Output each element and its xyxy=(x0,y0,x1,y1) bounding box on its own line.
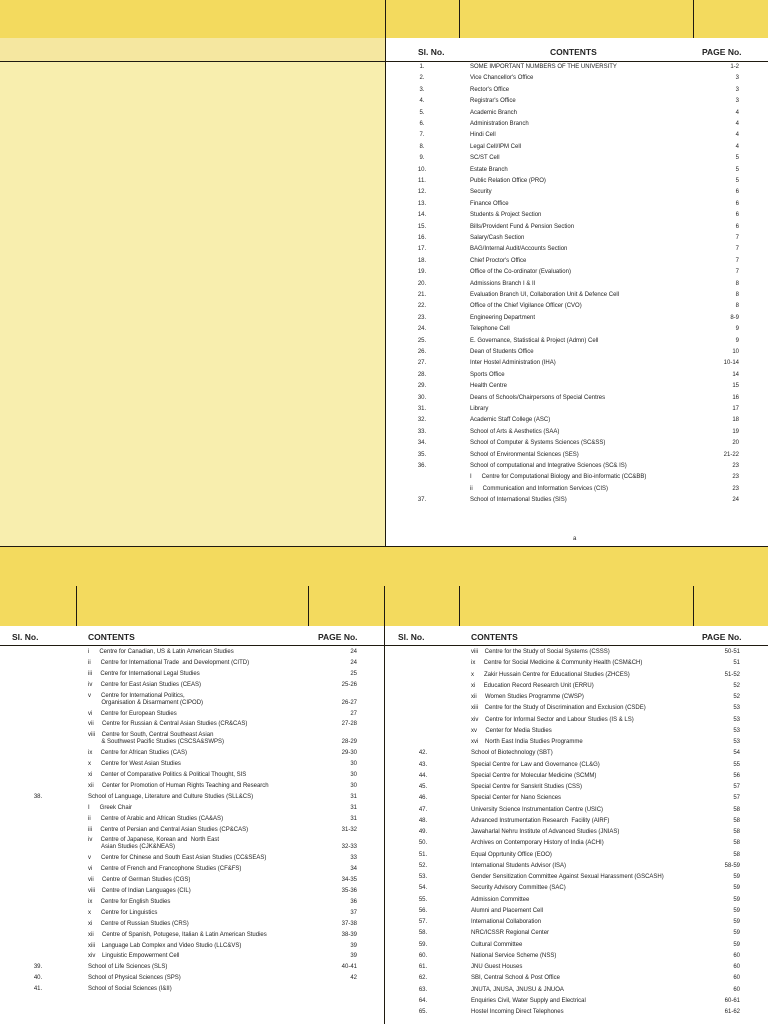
row-number: 26. xyxy=(417,349,427,355)
row-contents: xvi North East India Studies Programme xyxy=(471,739,583,745)
row-page: 32-33 xyxy=(341,844,357,851)
row-number: 10. xyxy=(417,166,427,173)
page-marker: a xyxy=(573,536,577,542)
row-contents: BAG/Internal Audit/Accounts Section xyxy=(470,246,568,253)
row-number: 19. xyxy=(417,269,427,276)
row-page: 8-9 xyxy=(730,314,739,321)
row-contents: Salary/Cash Section xyxy=(470,235,525,241)
row-number: 34. xyxy=(417,440,427,447)
row-page: 54 xyxy=(733,750,740,757)
row-page: 59 xyxy=(733,885,740,892)
row-contents: E. Governance, Statistical & Project (Admn) Cell xyxy=(470,337,599,344)
row-contents: I Centre for Computational Biology and Bio-informatic (CC&BB) xyxy=(470,474,647,481)
row-page: 1-2 xyxy=(730,64,739,70)
row-page: 27 xyxy=(350,710,357,717)
row-number: 6. xyxy=(419,121,425,127)
left-contents-header: CONTENTS xyxy=(88,632,135,642)
row-number: 45. xyxy=(418,784,428,790)
row-page: 61-62 xyxy=(724,1009,740,1015)
row-number: 39. xyxy=(33,964,43,971)
rule xyxy=(459,586,460,626)
row-number: 62. xyxy=(418,975,428,982)
row-contents: xv Center for Media Studies xyxy=(471,727,552,734)
row-page: 38-39 xyxy=(341,931,357,938)
row-contents: Sports Office xyxy=(470,371,505,378)
left-page-no-header: PAGE No. xyxy=(318,632,358,642)
row-contents: SBI, Central School & Post Office xyxy=(471,975,560,982)
row-page: 4 xyxy=(735,121,739,127)
row-page: 15 xyxy=(732,383,739,390)
row-contents: Equal Opprtunity Office (EOO) xyxy=(471,851,552,858)
row-contents: Dean of Students Office xyxy=(470,349,534,355)
row-contents: Registrar's Office xyxy=(470,98,516,105)
row-page: 58 xyxy=(733,829,740,835)
row-number: 16. xyxy=(417,235,427,241)
row-number: 37. xyxy=(417,497,427,504)
row-page: 24 xyxy=(350,649,357,655)
row-contents: Public Relation Office (PRO) xyxy=(470,178,546,184)
row-page: 31 xyxy=(350,804,357,811)
row-page: 9 xyxy=(735,326,739,333)
row-contents: I Greek Chair xyxy=(88,804,133,811)
row-page: 7 xyxy=(735,235,739,241)
row-contents: Hostel Incoming Direct Telephones xyxy=(471,1009,564,1015)
rule xyxy=(384,626,385,1024)
row-number: 59. xyxy=(418,941,428,948)
top-band xyxy=(0,0,768,38)
row-page: 3 xyxy=(735,86,739,93)
row-page: 27-28 xyxy=(341,721,357,728)
row-number: 12. xyxy=(417,189,427,196)
row-page: 26-27 xyxy=(341,699,357,706)
row-contents: School of International Studies (SIS) xyxy=(470,497,567,504)
row-page: 23 xyxy=(732,485,739,492)
rule xyxy=(693,586,694,626)
rule xyxy=(385,38,386,546)
row-page: 59 xyxy=(733,941,740,948)
row-number: 20. xyxy=(417,280,427,287)
row-page: 5 xyxy=(735,178,739,184)
row-number: 32. xyxy=(417,417,427,424)
row-contents: Admission Committee xyxy=(471,896,530,903)
row-page: 58 xyxy=(733,851,740,858)
row-number: 5. xyxy=(419,109,425,116)
right-page-no-header: PAGE No. xyxy=(702,632,742,642)
row-contents: School of Environmental Sciences (SES) xyxy=(470,451,579,458)
row-contents: ix Centre for English Studies xyxy=(88,898,171,905)
rule xyxy=(76,586,77,626)
row-number: 56. xyxy=(418,907,428,914)
row-page: 10 xyxy=(732,349,739,355)
row-contents: Library xyxy=(470,406,489,412)
row-number: 8. xyxy=(419,143,425,150)
row-contents: Office of the Chief Vigilance Officer (CVO) xyxy=(470,303,582,310)
row-page: 21-22 xyxy=(723,451,739,458)
row-number: 55. xyxy=(418,896,428,903)
row-number: 29. xyxy=(417,383,427,390)
row-contents: Special Centre for Law and Governance (CL&G) xyxy=(471,761,600,768)
row-page: 7 xyxy=(735,269,739,276)
row-contents: International Students Advisor (ISA) xyxy=(471,862,567,869)
row-contents: Health Centre xyxy=(470,383,508,390)
row-page: 28-29 xyxy=(341,739,357,746)
row-page: 8 xyxy=(735,303,739,310)
row-contents: JNU Guest Houses xyxy=(471,964,523,970)
row-page: 36 xyxy=(350,898,357,905)
row-number: 24. xyxy=(417,326,427,333)
row-page: 10-14 xyxy=(723,360,739,367)
rule xyxy=(0,61,768,62)
row-contents: xi Centre of Russian Studies (CRS) xyxy=(88,920,189,927)
row-contents: x Centre for Linguistics xyxy=(88,909,158,916)
row-page: 31 xyxy=(350,815,357,822)
top-page-no-header: PAGE No. xyxy=(702,47,742,57)
row-number: 48. xyxy=(418,817,428,824)
row-page: 55 xyxy=(733,761,740,768)
middle-band xyxy=(0,546,768,586)
row-contents: University Science Instrumentation Centre (USIC) xyxy=(471,806,604,813)
row-number: 65. xyxy=(418,1009,428,1015)
row-page: 16 xyxy=(732,394,739,401)
row-contents: SOME IMPORTANT NUMBERS OF THE UNIVERSITY xyxy=(470,64,617,70)
row-contents: Deans of Schools/Chairpersons of Special Centres xyxy=(470,394,606,401)
row-page: 30 xyxy=(350,761,357,768)
row-number: 35. xyxy=(417,451,427,458)
row-page: 35-36 xyxy=(341,888,357,894)
row-page: 59 xyxy=(733,874,740,880)
row-number: 64. xyxy=(418,997,428,1004)
row-page: 53 xyxy=(733,705,740,712)
row-page: 60 xyxy=(733,986,740,993)
row-page: 51 xyxy=(733,660,740,667)
row-contents: xiv Centre for Informal Sector and Labour Studies (IS & LS) xyxy=(471,716,634,723)
row-number: 27. xyxy=(417,360,427,367)
row-number: 42. xyxy=(418,750,428,757)
row-contents: Inter Hostel Administration (IHA) xyxy=(470,360,556,367)
row-number: 21. xyxy=(417,292,427,298)
row-number: 38. xyxy=(33,793,43,800)
row-number: 54. xyxy=(418,885,428,892)
row-contents: i Centre for Canadian, US & Latin American Studies xyxy=(88,649,234,655)
row-number: 22. xyxy=(417,303,427,310)
row-page: 31 xyxy=(350,793,357,800)
row-contents: xii Center for Promotion of Human Rights Teaching and Research xyxy=(88,782,269,789)
row-contents: Academic Branch xyxy=(470,109,518,116)
row-page: 6 xyxy=(735,189,739,196)
row-number: 63. xyxy=(418,986,428,993)
row-contents: iii Centre for International Legal Studies xyxy=(88,670,200,677)
row-page: 24 xyxy=(350,659,357,666)
row-number: 9. xyxy=(419,155,425,162)
row-contents: Admissions Branch I & II xyxy=(470,280,536,287)
top-left-blank-panel xyxy=(0,62,385,546)
row-contents: Alumni and Placement Cell xyxy=(471,907,544,914)
row-page: 4 xyxy=(735,109,739,116)
row-number: 40. xyxy=(33,975,43,982)
row-page: 60 xyxy=(733,964,740,970)
row-number: 3. xyxy=(419,86,425,93)
row-contents: School of Life Sciences (SLS) xyxy=(88,964,168,971)
row-contents: Special Centre for Molecular Medicine (SCMM) xyxy=(471,772,597,779)
row-page: 17 xyxy=(732,406,739,412)
row-contents: xi Education Record Research Unit (ERRU) xyxy=(471,682,594,689)
row-number: 4. xyxy=(419,98,425,105)
right-sl-no-header: Sl. No. xyxy=(398,632,425,642)
row-contents: vi Centre of French and Francophone Studies (CF&FS) xyxy=(88,866,242,873)
top-band-divider xyxy=(693,0,694,38)
row-contents: Engineering Department xyxy=(470,314,536,321)
left-sl-no-header: Sl. No. xyxy=(12,632,39,642)
row-page: 29-30 xyxy=(341,750,357,757)
row-contents: ix Centre for Social Medicine & Community Health (CSM&CH) xyxy=(471,660,643,667)
top-contents-header: CONTENTS xyxy=(550,47,597,57)
row-number: 52. xyxy=(418,862,428,869)
row-page: 7 xyxy=(735,257,739,264)
row-page: 6 xyxy=(735,223,739,230)
row-contents: iv Centre for East Asian Studies (CEAS) xyxy=(88,681,202,688)
row-page: 58 xyxy=(733,806,740,813)
row-contents: SC/ST Cell xyxy=(470,155,500,162)
row-page: 53 xyxy=(733,739,740,745)
row-page: 40-41 xyxy=(341,964,357,971)
row-number: 11. xyxy=(418,178,426,184)
row-contents: School of computational and Integrative Sciences (SC& IS) xyxy=(470,463,627,469)
row-contents: Finance Office xyxy=(470,200,509,207)
row-contents: Security Advisory Committee (SAC) xyxy=(471,885,566,892)
row-contents: Administration Branch xyxy=(470,121,529,127)
row-contents: Bills/Provident Fund & Pension Section xyxy=(470,223,575,230)
row-contents: vi Centre for European Studies xyxy=(88,710,177,717)
row-number: 61. xyxy=(418,964,428,970)
row-contents: v Centre for Chinese and South East Asian Studies (CC&SEAS) xyxy=(88,855,267,862)
row-page: 30 xyxy=(350,782,357,789)
row-contents: Vice Chancellor's Office xyxy=(470,75,534,82)
row-contents: Advanced Instrumentation Research Facility (AIRF) xyxy=(471,817,610,824)
row-contents: vii Centre of German Studies (CGS) xyxy=(88,877,191,884)
row-page: 23 xyxy=(732,463,739,469)
row-contents: viii Centre of Indian Languages (CIL) xyxy=(88,888,191,894)
row-page: 3 xyxy=(735,75,739,82)
row-page: 4 xyxy=(735,143,739,150)
row-page: 19 xyxy=(732,428,739,435)
row-page: 60 xyxy=(733,952,740,959)
row-contents: ii Centre of Arabic and African Studies (CA&AS) xyxy=(88,815,224,822)
row-page: 50-51 xyxy=(724,649,740,655)
row-contents: School of Computer & Systems Sciences (SC&SS) xyxy=(470,440,606,447)
row-number: 60. xyxy=(418,952,428,959)
row-page: 59 xyxy=(733,919,740,925)
row-number: 18. xyxy=(417,257,427,264)
rule xyxy=(0,645,768,646)
row-page: 60 xyxy=(733,975,740,982)
row-contents: Security xyxy=(470,189,492,196)
row-contents: Cultural Committee xyxy=(471,941,523,948)
row-contents: School of Biotechnology (SBT) xyxy=(471,750,553,757)
row-number: 57. xyxy=(418,919,428,925)
row-number: 58. xyxy=(418,930,428,937)
row-page: 5 xyxy=(735,166,739,173)
row-page: 18 xyxy=(732,417,739,424)
row-page: 59 xyxy=(733,896,740,903)
row-number: 14. xyxy=(417,212,427,219)
row-page: 34-35 xyxy=(341,877,357,884)
row-contents: Special Centre for Sanskrit Studies (CSS) xyxy=(471,784,583,790)
row-page: 4 xyxy=(735,132,739,139)
row-contents: xiv Linguistic Empowerment Cell xyxy=(88,953,180,960)
row-page: 30 xyxy=(350,772,357,778)
row-page: 37-38 xyxy=(341,920,357,927)
rule xyxy=(0,546,768,547)
row-page: 52 xyxy=(733,694,740,700)
row-contents: xiii Language Lab Complex and Video Studio (LLC&VS) xyxy=(88,942,242,949)
row-page: 33 xyxy=(350,855,357,862)
row-number: 49. xyxy=(418,829,428,835)
row-contents: v Centre for International Politics, Organisation & Disarmament (CIPOD) xyxy=(88,692,204,706)
row-contents: Students & Project Section xyxy=(470,212,542,219)
row-number: 2. xyxy=(419,75,425,82)
row-contents: Telephone Cell xyxy=(470,326,510,333)
row-contents: Academic Staff College (ASC) xyxy=(470,417,551,424)
row-page: 8 xyxy=(735,292,739,298)
row-page: 6 xyxy=(735,212,739,219)
row-contents: x Centre for West Asian Studies xyxy=(88,761,181,768)
row-contents: Special Center for Nano Sciences xyxy=(471,795,562,802)
rule xyxy=(384,586,385,626)
row-number: 30. xyxy=(417,394,427,401)
row-number: 25. xyxy=(417,337,427,344)
row-contents: JNUTA, JNUSA, JNUSU & JNUOA xyxy=(471,986,564,993)
row-page: 42 xyxy=(350,975,357,982)
row-contents: Archives on Contemporary History of India (ACHI) xyxy=(471,840,604,847)
row-contents: International Collaboration xyxy=(471,919,542,925)
row-contents: School of Physical Sciences (SPS) xyxy=(88,975,181,982)
row-number: 53. xyxy=(418,874,428,880)
row-page: 60-61 xyxy=(724,997,740,1004)
row-contents: ii Communication and Information Services (CIS) xyxy=(470,485,609,492)
row-page: 39 xyxy=(350,953,357,960)
row-page: 34 xyxy=(350,866,357,873)
row-contents: National Service Scheme (NSS) xyxy=(471,952,557,959)
row-page: 57 xyxy=(733,795,740,802)
row-contents: Hindi Cell xyxy=(470,132,496,139)
row-contents: Gender Sensitization Committee Against Sexual Harassment (GSCASH) xyxy=(471,874,664,880)
row-number: 13. xyxy=(417,200,427,207)
row-number: 15. xyxy=(417,223,427,230)
row-contents: iii Centre of Persian and Central Asian Studies (CP&CAS) xyxy=(88,826,249,833)
row-page: 9 xyxy=(735,337,739,344)
row-contents: xi Center of Comparative Politics & Political Thought, SIS xyxy=(88,772,247,778)
row-contents: xii Women Studies Programme (CWSP) xyxy=(471,694,584,700)
row-contents: Legal Cell/IPM Cell xyxy=(470,143,522,150)
row-contents: School of Language, Literature and Culture Studies (SLL&CS) xyxy=(88,793,254,800)
row-number: 1. xyxy=(419,64,425,70)
row-page: 5 xyxy=(735,155,739,162)
row-page: 59 xyxy=(733,930,740,937)
row-number: 7. xyxy=(419,132,425,139)
row-page: 59 xyxy=(733,907,740,914)
row-number: 47. xyxy=(418,806,428,813)
row-number: 41. xyxy=(33,986,43,993)
row-number: 23. xyxy=(417,314,427,321)
row-contents: ii Centre for International Trade and Development (CITD) xyxy=(88,659,250,666)
row-contents: iv Centre of Japanese, Korean and North East Asian Studies (CJK&NEAS) xyxy=(88,837,220,851)
row-number: 17. xyxy=(417,246,427,253)
row-contents: vii Centre for Russian & Central Asian Studies (CR&CAS) xyxy=(88,721,248,728)
rule xyxy=(308,586,309,626)
row-page: 37 xyxy=(350,909,357,916)
row-page: 57 xyxy=(733,784,740,790)
top-band-divider xyxy=(385,0,386,38)
row-page: 24 xyxy=(732,497,739,504)
row-page: 23 xyxy=(732,474,739,481)
row-page: 25-26 xyxy=(341,681,357,688)
top-sl-no-header: Sl. No. xyxy=(418,47,445,57)
row-contents: NRC/ICSSR Regional Center xyxy=(471,930,550,937)
row-page: 56 xyxy=(733,772,740,779)
row-number: 51. xyxy=(418,851,428,858)
row-contents: School of Social Sciences (I&II) xyxy=(88,986,172,993)
row-page: 3 xyxy=(735,98,739,105)
row-page: 52 xyxy=(733,682,740,689)
row-contents: viii Centre for the Study of Social Systems (CSSS) xyxy=(471,649,610,655)
right-contents-header: CONTENTS xyxy=(471,632,518,642)
row-page: 58 xyxy=(733,817,740,824)
row-number: 46. xyxy=(418,795,428,802)
row-contents: School of Arts & Aesthetics (SAA) xyxy=(470,428,560,435)
row-contents: Rector's Office xyxy=(470,86,510,93)
top-band-divider xyxy=(459,0,460,38)
row-contents: Office of the Co-ordinator (Evaluation) xyxy=(470,269,571,276)
row-contents: xiii Centre for the Study of Discrimination and Exclusion (CSDE) xyxy=(471,705,646,712)
row-page: 39 xyxy=(350,942,357,949)
row-page: 8 xyxy=(735,280,739,287)
row-page: 25 xyxy=(350,670,357,677)
row-page: 31-32 xyxy=(341,826,357,833)
row-number: 50. xyxy=(418,840,428,847)
row-number: 33. xyxy=(417,428,427,435)
row-contents: Evaluation Branch UI, Collaboration Unit & Defence Cell xyxy=(470,292,620,298)
row-contents: Chief Proctor's Office xyxy=(470,257,527,264)
row-contents: viii Centre for South, Central Southeast Asian & Southwest Pacific Studies (CSCSA&SWPS) xyxy=(88,732,225,746)
row-page: 20 xyxy=(732,440,739,447)
row-contents: x Zakir Hussain Centre for Educational Studies (ZHCES) xyxy=(471,671,630,678)
row-page: 53 xyxy=(733,716,740,723)
row-contents: xii Centre of Spanish, Potugese, Italian & Latin American Studies xyxy=(88,931,267,938)
row-page: 14 xyxy=(732,371,739,378)
row-page: 51-52 xyxy=(724,671,740,678)
row-number: 44. xyxy=(418,772,428,779)
row-number: 36. xyxy=(417,463,427,469)
row-number: 31. xyxy=(417,406,427,412)
row-page: 58 xyxy=(733,840,740,847)
row-contents: Estate Branch xyxy=(470,166,508,173)
row-page: 6 xyxy=(735,200,739,207)
row-contents: Jawaharlal Nehru Institute of Advanced Studies (JNIAS) xyxy=(471,829,620,835)
row-page: 58-59 xyxy=(724,862,740,869)
row-page: 53 xyxy=(733,727,740,734)
row-number: 28. xyxy=(417,371,427,378)
row-page: 7 xyxy=(735,246,739,253)
row-contents: ix Centre for African Studies (CAS) xyxy=(88,750,188,757)
row-contents: Enquiries Civil, Water Supply and Electrical xyxy=(471,997,586,1004)
row-number: 43. xyxy=(418,761,428,768)
